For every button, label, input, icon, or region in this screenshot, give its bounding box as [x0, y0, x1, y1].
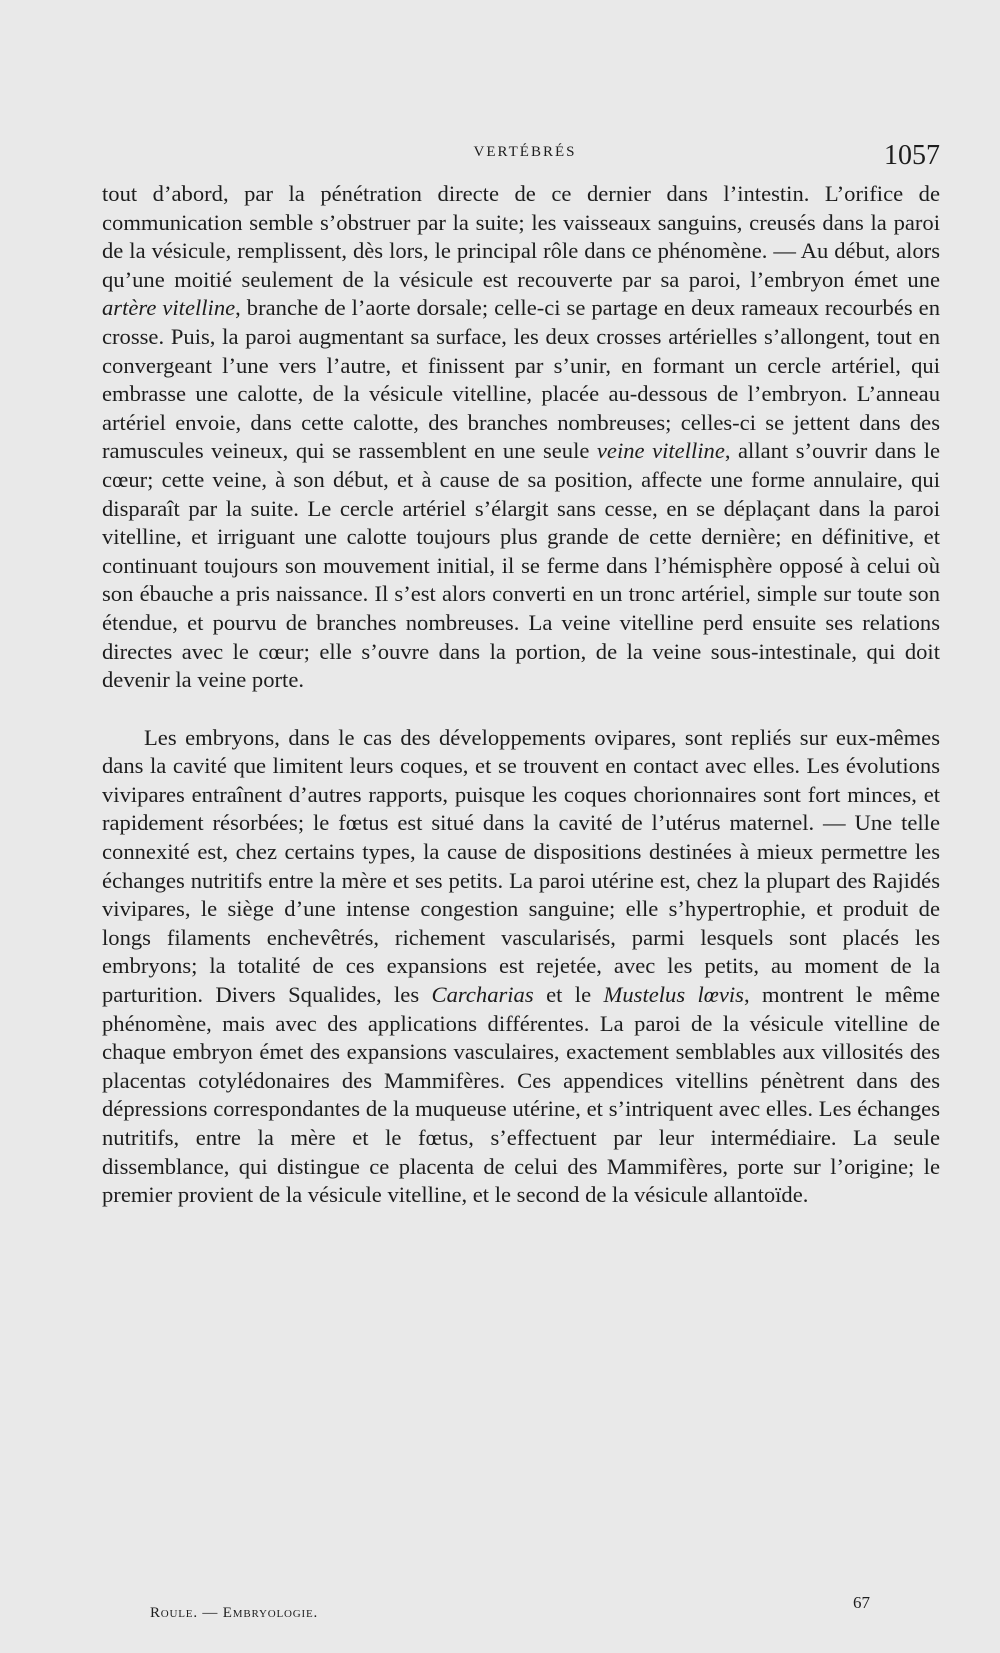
text-run: Les embryons, dans le cas des développements ovipares, sont repliés sur eux-mêmes dans la cavité que limitent leurs coques, et se trouvent en contact avec elles. Les évolutions vivipares entraînent d’autres rapports, puisque les coques chorionnaires sont fort minces, et rapidement résorbées; le fœtus est situé dans la cavité de l’utérus maternel. — Une telle connexité est, chez certains types, la cause de dispositions destinées à mieux permettre les échanges nutritifs entre la mère et ses petits. La paroi utérine est, chez la plupart des Rajidés vivipares, le siège d’une intense congestion sanguine; elle s’hypertrophie, et produit de longs filaments enchevêtrés, richement vascularisés, parmi lesquels sont placés les embryons; la totalité de ces expansions est rejetée, avec les petits, au moment de la parturition. Divers Squalides, les: [102, 724, 940, 1008]
footer-author-work: Roule. — Embryologie.: [150, 1605, 319, 1621]
italic-term: Mustelus lœvis: [603, 982, 744, 1008]
italic-term: veine vitelline: [596, 438, 725, 464]
text-run: et le: [533, 982, 604, 1008]
italic-term: Carcharias: [431, 982, 534, 1008]
text-run: tout d’abord, par la pénétration directe de ce dernier dans l’intestin. L’orifice de communication semble s’obstruer par la suite; les vaisseaux sanguins, creusés dans la paroi de la vésicule, remplissent, dès lors, le principal rôle dans ce phénomène. — Au début, alors qu’une moitié seulement de la vésicule est recouverte par sa paroi, l’embryon émet une: [102, 181, 940, 292]
paragraph-1: [102, 180, 940, 695]
text-run: , allant s’ouvrir dans le cœur; cette veine, à son début, et à cause de sa position, affecte une forme annulaire, qui disparaît par la suite. Le cercle artériel s’élargit sans cesse, en se déplaçant dans la paroi vitelline, et irriguant une calotte toujours plus grande de cette dernière; en définitive, et continuant toujours son mouvement initial, il se ferme dans l’hémisphère opposé à celui où son ébauche a pris naissance. Il s’est alors converti en un tronc artériel, simple sur toute son étendue, et pourvu de branches nombreuses. La veine vitelline perd ensuite ses relations directes avec le cœur; elle s’ouvre dans la portion, de la veine sous-intestinale, qui doit devenir la veine porte.: [102, 438, 941, 693]
running-title: VERTÉBRÉS: [473, 144, 577, 160]
running-head: [110, 140, 940, 180]
text-run: , montrent le même phénomène, mais avec des applications différentes. La paroi de la vésicule vitelline de chaque embryon émet des expansions vasculaires, exactement semblables aux villosités des placentas cotylédonaires des Mammifères. Ces appendices vitellins pénètrent dans des dépressions correspondantes de la muqueuse utérine, et s’intriquent avec elles. Les échanges nutritifs, entre la mère et le fœtus, s’effectuent par leur intermédiaire. La seule dissemblance, qui distingue ce placenta de celui des Mammifères, porte sur l’origine; le premier provient de la vésicule vitelline, et le second de la vésicule allantoïde.: [102, 982, 940, 1208]
page-number: 1057: [884, 140, 940, 171]
paragraph-2: [102, 724, 940, 1210]
signature-mark: 67: [853, 1593, 870, 1612]
page-footer: [150, 1593, 870, 1633]
text-run: , branche de l’aorte dorsale; celle-ci se partage en deux rameaux recourbés en crosse. Puis, la paroi augmentant sa surface, les deux crosses artérielles s’allongent, tout en convergeant l’une vers l’autre, et finissent par s’unir, en formant un cercle artériel, qui embrasse une calotte, de la vésicule vitelline, placée au-dessous de l’embryon. L’anneau artériel envoie, dans cette calotte, des branches nombreuses; celles-ci se jettent dans des ramuscules veineux, qui se rassemblent en une seule: [102, 295, 940, 464]
italic-term: artère vitelline: [102, 295, 236, 321]
body-text: [102, 180, 940, 1210]
